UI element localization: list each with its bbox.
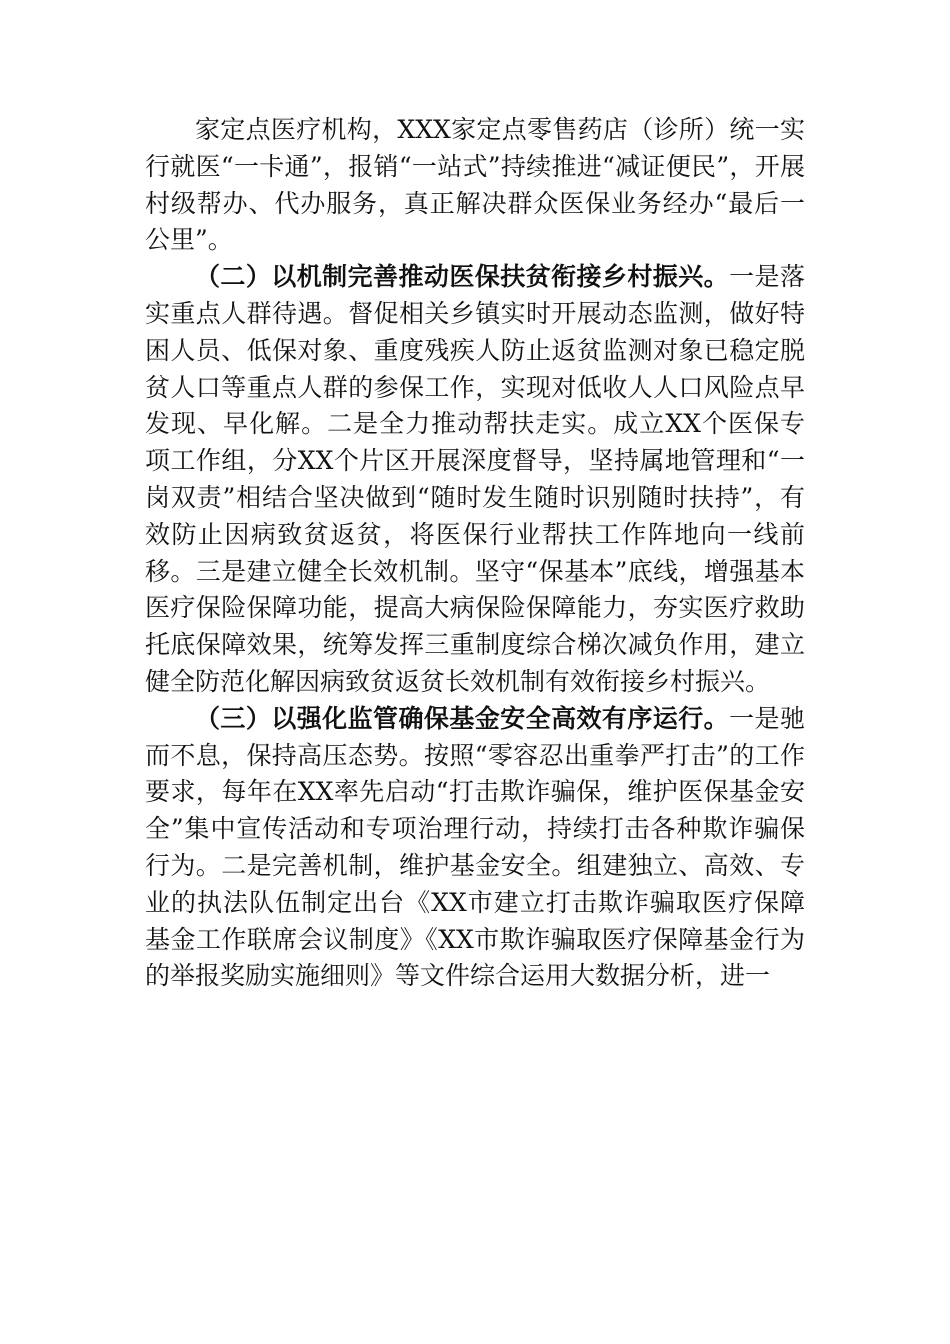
section-3-text: 一是驰而不息，保持高压态势。按照“零容忍出重拳严打击”的工作要求，每年在XX率先启动“打击欺诈骗保，维护医保基金安全”集中宣传活动和专项治理行动，持续打击各种欺诈骗保行为。二是完善机制，维护基金安全。组建独立、高效、专业的执法队伍制定出台《XX市建立打击欺诈骗取医疗保障基金工作联席会议制度》《XX市欺诈骗取医疗保障基金行为的举报奖励实施细则》等文件综合运用大数据分析，进一 <box>145 703 805 991</box>
document-body <box>145 112 805 995</box>
section-3-heading: （三）以强化监管确保基金安全高效有序运行。 <box>195 703 730 733</box>
paragraph-section-3 <box>145 701 805 995</box>
section-2-text: 一是落实重点人群待遇。督促相关乡镇实时开展动态监测，做好特困人员、低保对象、重度残疾人防止返贫监测对象已稳定脱贫人口等重点人群的参保工作，实现对低收人人口风险点早发现、早化解。二是全力推动帮扶走实。成立XX个医保专项工作组，分XX个片区开展深度督导，坚持属地管理和“一岗双责”相结合坚决做到“随时发生随时识别随时扶持”，有效防止因病致贫返贫，将医保行业帮扶工作阵地向一线前移。三是建立健全长效机制。坚守“保基本”底线，增强基本医疗保险保障功能，提高大病保险保障能力，夯实医疗救助托底保障效果，统筹发挥三重制度综合梯次减负作用，建立健全防范化解因病致贫返贫长效机制有效衔接乡村振兴。 <box>145 262 805 696</box>
paragraph-1-text: 家定点医疗机构，XXX家定点零售药店（诊所）统一实行就医“一卡通”，报销“一站式”持续推进“减证便民”，开展村级帮办、代办服务，真正解决群众医保业务经办“最后一公里”。 <box>145 115 805 255</box>
section-2-heading: （二）以机制完善推动医保扶贫衔接乡村振兴。 <box>195 262 730 292</box>
paragraph-section-2 <box>145 259 805 701</box>
paragraph-continuation <box>145 112 805 259</box>
